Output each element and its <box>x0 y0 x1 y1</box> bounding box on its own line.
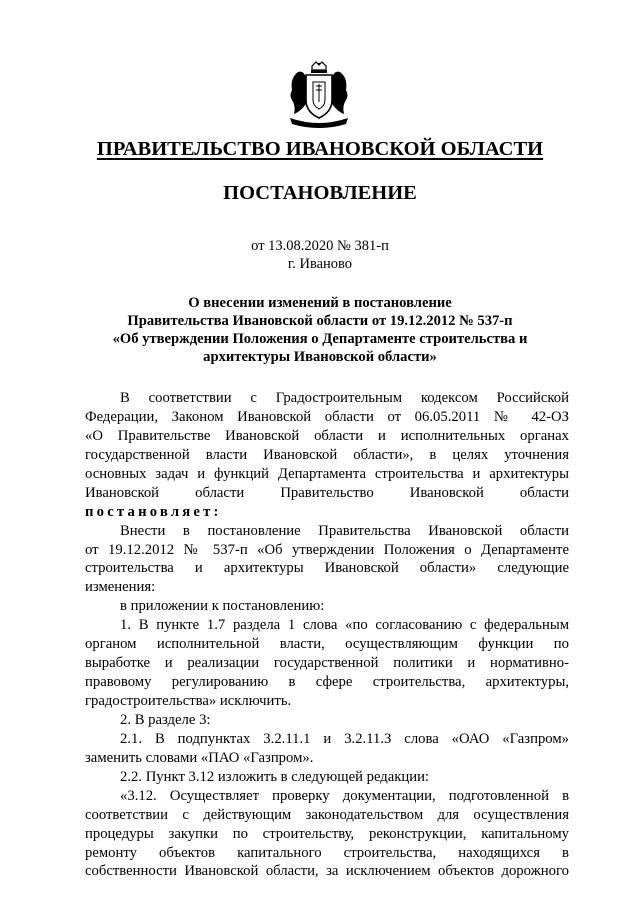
body-line: процедуры закупки по строительству, реконструкции, капитальному <box>85 825 569 842</box>
body-line: 2. В разделе 3: <box>120 711 211 728</box>
document-type-title: ПОСТАНОВЛЕНИЕ <box>223 182 417 204</box>
body-line: Внести в постановление Правительства Ивановской области <box>120 522 569 539</box>
coat-of-arms-icon <box>286 60 352 130</box>
body-line-postanovlyaet: постановляет: <box>85 503 222 520</box>
body-line: в приложении к постановлению: <box>120 598 325 615</box>
body-line: выработке и реализации государственной политики и нормативно- <box>85 655 569 672</box>
document-city: г. Иваново <box>287 256 353 272</box>
body-line: правовому регулированию в сфере строительства, архитектуры, <box>85 674 569 691</box>
body-line: градостроительства» исключить. <box>85 693 292 709</box>
subject-line: «Об утверждении Положения о Департаменте строительства и <box>112 331 528 347</box>
body-line: органом исполнительной власти, осуществляющим функции по <box>85 636 569 653</box>
document-date-number: от 13.08.2020 № 381-п <box>251 238 389 254</box>
body-line: 2.2. Пункт 3.12 изложить в следующей редакции: <box>120 768 430 785</box>
subject-line: архитектуры Ивановской области» <box>203 349 437 365</box>
body-line: строительства и архитектуры Ивановской области» следующие <box>85 560 569 577</box>
body-line: изменения: <box>85 579 156 596</box>
body-line: ремонту объектов капитального строительства, находящихся в <box>85 844 569 861</box>
subject-line: Правительства Ивановской области от 19.12.2012 № 537-п <box>127 313 513 329</box>
body-line: Федерации, Законом Ивановской области от 06.05.2011 № 42-ОЗ <box>85 408 569 425</box>
body-line: основных задач и функций Департамента строительства и архитектуры <box>85 465 569 482</box>
document-body <box>85 389 569 881</box>
body-line: В соответствии с Градостроительным кодексом Российской <box>120 390 569 406</box>
body-line: заменить словами «ПАО «Газпром». <box>85 749 314 766</box>
body-line: собственности Ивановской области, за исключением объектов дорожного <box>85 863 569 880</box>
government-title: ПРАВИТЕЛЬСТВО ИВАНОВСКОЙ ОБЛАСТИ <box>96 138 544 160</box>
body-line: «О Правительстве Ивановской области и исполнительных органах <box>85 427 569 444</box>
document-subject <box>60 294 580 366</box>
body-line: «3.12. Осуществляет проверку документации, подготовленной в <box>120 787 569 804</box>
body-line: Ивановской области Правительство Ивановской области <box>85 484 569 501</box>
subject-line: О внесении изменений в постановление <box>188 295 452 311</box>
body-line: от 19.12.2012 № 537-п «Об утверждении Положения о Департаменте <box>85 541 569 558</box>
body-line: соответствии с действующим законодательством для осуществления <box>85 806 569 823</box>
body-line: 1. В пункте 1.7 раздела 1 слова «по согласованию с федеральным <box>120 617 569 634</box>
body-line: 2.1. В подпунктах 3.2.11.1 и 3.2.11.3 слова «ОАО «Газпром» <box>120 730 569 747</box>
body-line: государственной власти Ивановской области», в целях уточнения <box>85 446 569 463</box>
